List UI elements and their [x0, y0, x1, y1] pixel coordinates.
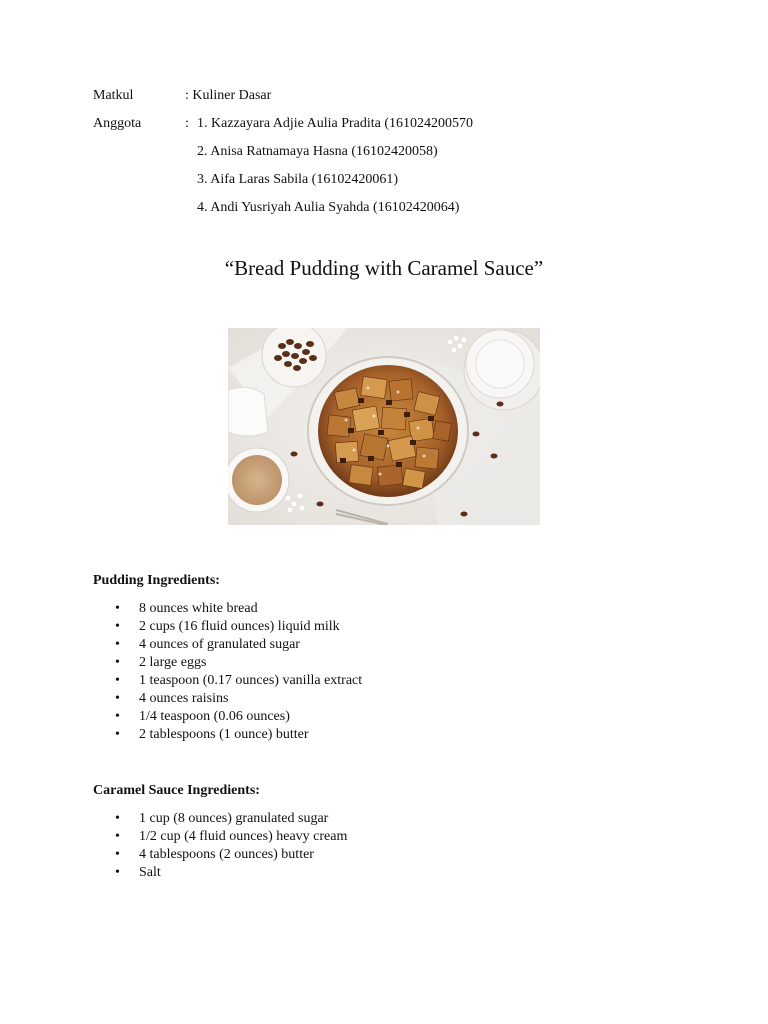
ingredient-text: 2 large eggs	[139, 655, 207, 670]
ingredient-text: 2 tablespoons (1 ounce) butter	[139, 727, 309, 742]
bullet-icon: •	[115, 709, 120, 724]
bullet-icon: •	[115, 691, 120, 706]
ingredient-text: 1/4 teaspoon (0.06 ounces)	[139, 709, 290, 724]
list-item	[93, 708, 362, 726]
members-label: Anggota	[93, 116, 142, 131]
bread-pudding-photo	[228, 328, 540, 525]
caramel-ingredients-list	[93, 810, 347, 882]
bullet-icon: •	[115, 673, 120, 688]
ingredient-text: 1/2 cup (4 fluid ounces) heavy cream	[139, 829, 348, 844]
list-item	[93, 810, 347, 828]
bullet-icon: •	[115, 829, 120, 844]
list-item	[93, 600, 362, 618]
pudding-ingredients-list	[93, 600, 362, 744]
pudding-heading: Pudding Ingredients:	[93, 573, 220, 588]
ingredient-text: 1 teaspoon (0.17 ounces) vanilla extract	[139, 673, 363, 688]
member-3: 3. Aifa Laras Sabila (16102420061)	[197, 172, 399, 187]
list-item	[93, 846, 347, 864]
list-item	[93, 636, 362, 654]
list-item	[93, 618, 362, 636]
bullet-icon: •	[115, 727, 120, 742]
bullet-icon: •	[115, 655, 120, 670]
ingredient-text: 1 cup (8 ounces) granulated sugar	[139, 811, 329, 826]
member-2: 2. Anisa Ratnamaya Hasna (16102420058)	[197, 144, 438, 159]
list-item	[93, 672, 362, 690]
bullet-icon: •	[115, 637, 120, 652]
ingredient-text: Salt	[139, 865, 161, 880]
bullet-icon: •	[115, 865, 120, 880]
course-label: Matkul	[93, 88, 134, 103]
bullet-icon: •	[115, 619, 120, 634]
members-colon: :	[185, 116, 189, 131]
list-item	[93, 654, 362, 672]
bullet-icon: •	[115, 847, 120, 862]
ingredient-text: 4 tablespoons (2 ounces) butter	[139, 847, 314, 862]
list-item	[93, 828, 347, 846]
list-item	[93, 690, 362, 708]
bullet-icon: •	[115, 811, 120, 826]
ingredient-text: 4 ounces of granulated sugar	[139, 637, 300, 652]
ingredient-text: 4 ounces raisins	[139, 691, 229, 706]
list-item	[93, 726, 362, 744]
caramel-heading: Caramel Sauce Ingredients:	[93, 783, 260, 798]
ingredient-text: 2 cups (16 fluid ounces) liquid milk	[139, 619, 340, 634]
bullet-icon: •	[115, 601, 120, 616]
list-item	[93, 864, 347, 882]
recipe-title: “Bread Pudding with Caramel Sauce”	[224, 256, 544, 280]
course-value: : Kuliner Dasar	[185, 88, 272, 103]
ingredient-text: 8 ounces white bread	[139, 601, 258, 616]
member-1: 1. Kazzayara Adjie Aulia Pradita (161024200570	[197, 116, 474, 131]
member-4: 4. Andi Yusriyah Aulia Syahda (16102420064)	[197, 200, 460, 215]
